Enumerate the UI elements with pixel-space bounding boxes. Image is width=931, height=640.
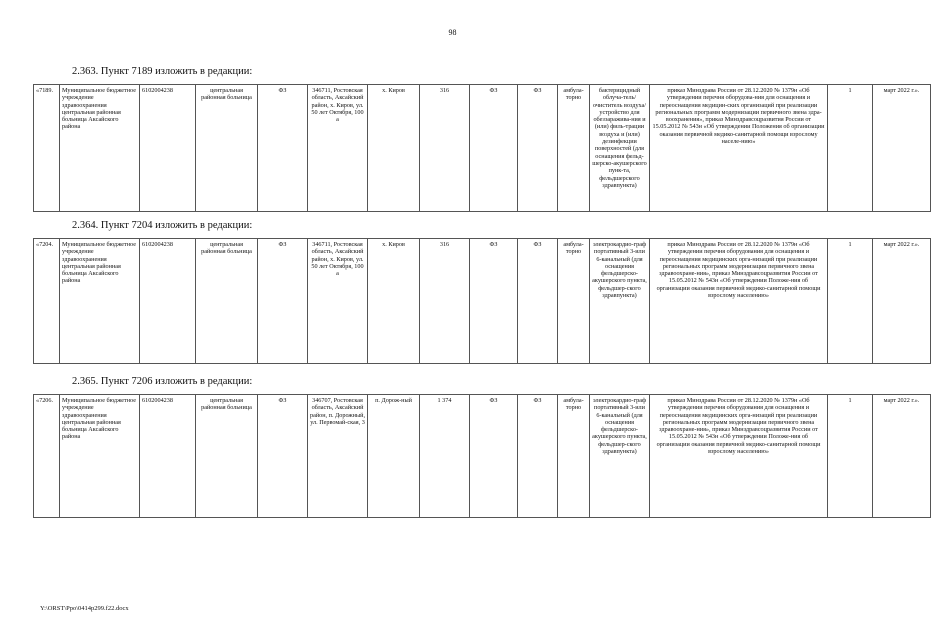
cell-number: «7189. (34, 85, 60, 212)
cell-unit-a: ФЗ (470, 395, 518, 518)
cell-inn: 6102004238 (140, 239, 196, 364)
cell-inn: 6102004238 (140, 395, 196, 518)
cell-type: центральная районная больница (196, 239, 258, 364)
page-number: 98 (448, 28, 457, 37)
section-heading: 2.363. Пункт 7189 изложить в редакции: (72, 66, 253, 77)
cell-date: март 2022 г.». (873, 395, 931, 518)
cell-code: ФЗ (258, 239, 308, 364)
cell-organization: Муниципальное бюджетное учреждение здравоохранения центральная районная больница Аксайского района (60, 85, 140, 212)
cell-legal-basis: приказ Минздрава России от 28.12.2020 № 1379н «Об утверждении перечня оборудования для оснащения и переоснащения медицинских орга-низаций при реализации региональных программ модернизации первичного звена здравоохране-ния», приказ Минздравсоцразвития России от 15.05.2012 № 543н «Об утверждении Положе-ния об организации оказания первичной медико-санитарной помощи взрослому населению» (650, 395, 828, 518)
cell-equipment: электрокардио-граф портативный 3-или 6-канальный (для оснащения фельдшерско-акушерского пункта, фельдшер-ского здравпункта) (590, 239, 650, 364)
cell-locality: х. Киров (368, 239, 420, 364)
cell-number: «7204. (34, 239, 60, 364)
cell-care-form: амбула-торно (558, 239, 590, 364)
cell-unit-a: ФЗ (470, 85, 518, 212)
cell-population: 316 (420, 239, 470, 364)
cell-quantity: 1 (828, 239, 873, 364)
cell-locality: п. Дорож-ный (368, 395, 420, 518)
cell-legal-basis: приказ Минздрава России от 28.12.2020 № 1379н «Об утверждении перечня оборудова-ния для оснащения и переоснащения медицин-ских организаций при реализации региональных программ модернизации первичного звена здра-воохранения», приказ Минздравсоцразвития России от 15.05.2012 № 543н «Об утверждении Положения об организации оказания первичной медико-санитарной помощи взрослому населе-нию» (650, 85, 828, 212)
table-row (33, 84, 931, 212)
cell-locality: х. Киров (368, 85, 420, 212)
table-row (33, 394, 931, 518)
section-heading: 2.364. Пункт 7204 изложить в редакции: (72, 220, 253, 231)
cell-care-form: амбула-торно (558, 395, 590, 518)
document-path: Y:\ORST\Ppo\0414p299.f22.docx (40, 605, 129, 612)
cell-unit-b: ФЗ (518, 239, 558, 364)
cell-number: «7206. (34, 395, 60, 518)
cell-equipment: бактерицидный облуча-тель/очиститель воздуха/устройство для обеззаражива-ния и (или) филь-трации воздуха и (или) дезинфекции поверхностей (для оснащения фельд-шерско-акушерского пунк-та, фельдшерского здравпункта) (590, 85, 650, 212)
cell-equipment: электрокардио-граф портативный 3-или 6-канальный (для оснащения фельдшерско-акушерского пункта, фельдшер-ского здравпункта) (590, 395, 650, 518)
cell-legal-basis: приказ Минздрава России от 28.12.2020 № 1379н «Об утверждении перечня оборудования для оснащения и переоснащения медицинских орга-низаций при реализации региональных программ модернизации первичного звена здравоохране-ния», приказ Минздравсоцразвития России от 15.05.2012 № 543н «Об утверждении Положе-ния об организации оказания первичной медико-санитарной помощи взрослому населению» (650, 239, 828, 364)
cell-address: 346711, Ростовская область, Аксайский район, х. Киров, ул. 50 лет Октября, 100 а (308, 239, 368, 364)
table-row (33, 238, 931, 364)
cell-organization: Муниципальное бюджетное учреждение здравоохранения центральная районная больница Аксайского района (60, 239, 140, 364)
cell-unit-b: ФЗ (518, 395, 558, 518)
cell-address: 346707, Ростовская область, Аксайский район, п. Дорожный, ул. Первомай-ская, 3 (308, 395, 368, 518)
cell-quantity: 1 (828, 395, 873, 518)
cell-quantity: 1 (828, 85, 873, 212)
cell-date: март 2022 г.». (873, 85, 931, 212)
cell-unit-b: ФЗ (518, 85, 558, 212)
cell-type: центральная районная больница (196, 85, 258, 212)
cell-inn: 6102004238 (140, 85, 196, 212)
cell-address: 346711, Ростовская область, Аксайский район, х. Киров, ул. 50 лет Октября, 100 а (308, 85, 368, 212)
cell-organization: Муниципальное бюджетное учреждение здравоохранения центральная районная больница Аксайского района (60, 395, 140, 518)
section-heading: 2.365. Пункт 7206 изложить в редакции: (72, 376, 253, 387)
cell-code: ФЗ (258, 85, 308, 212)
cell-population: 1 374 (420, 395, 470, 518)
cell-population: 316 (420, 85, 470, 212)
cell-type: центральная районная больница (196, 395, 258, 518)
cell-care-form: амбула-торно (558, 85, 590, 212)
cell-code: ФЗ (258, 395, 308, 518)
cell-unit-a: ФЗ (470, 239, 518, 364)
cell-date: март 2022 г.». (873, 239, 931, 364)
